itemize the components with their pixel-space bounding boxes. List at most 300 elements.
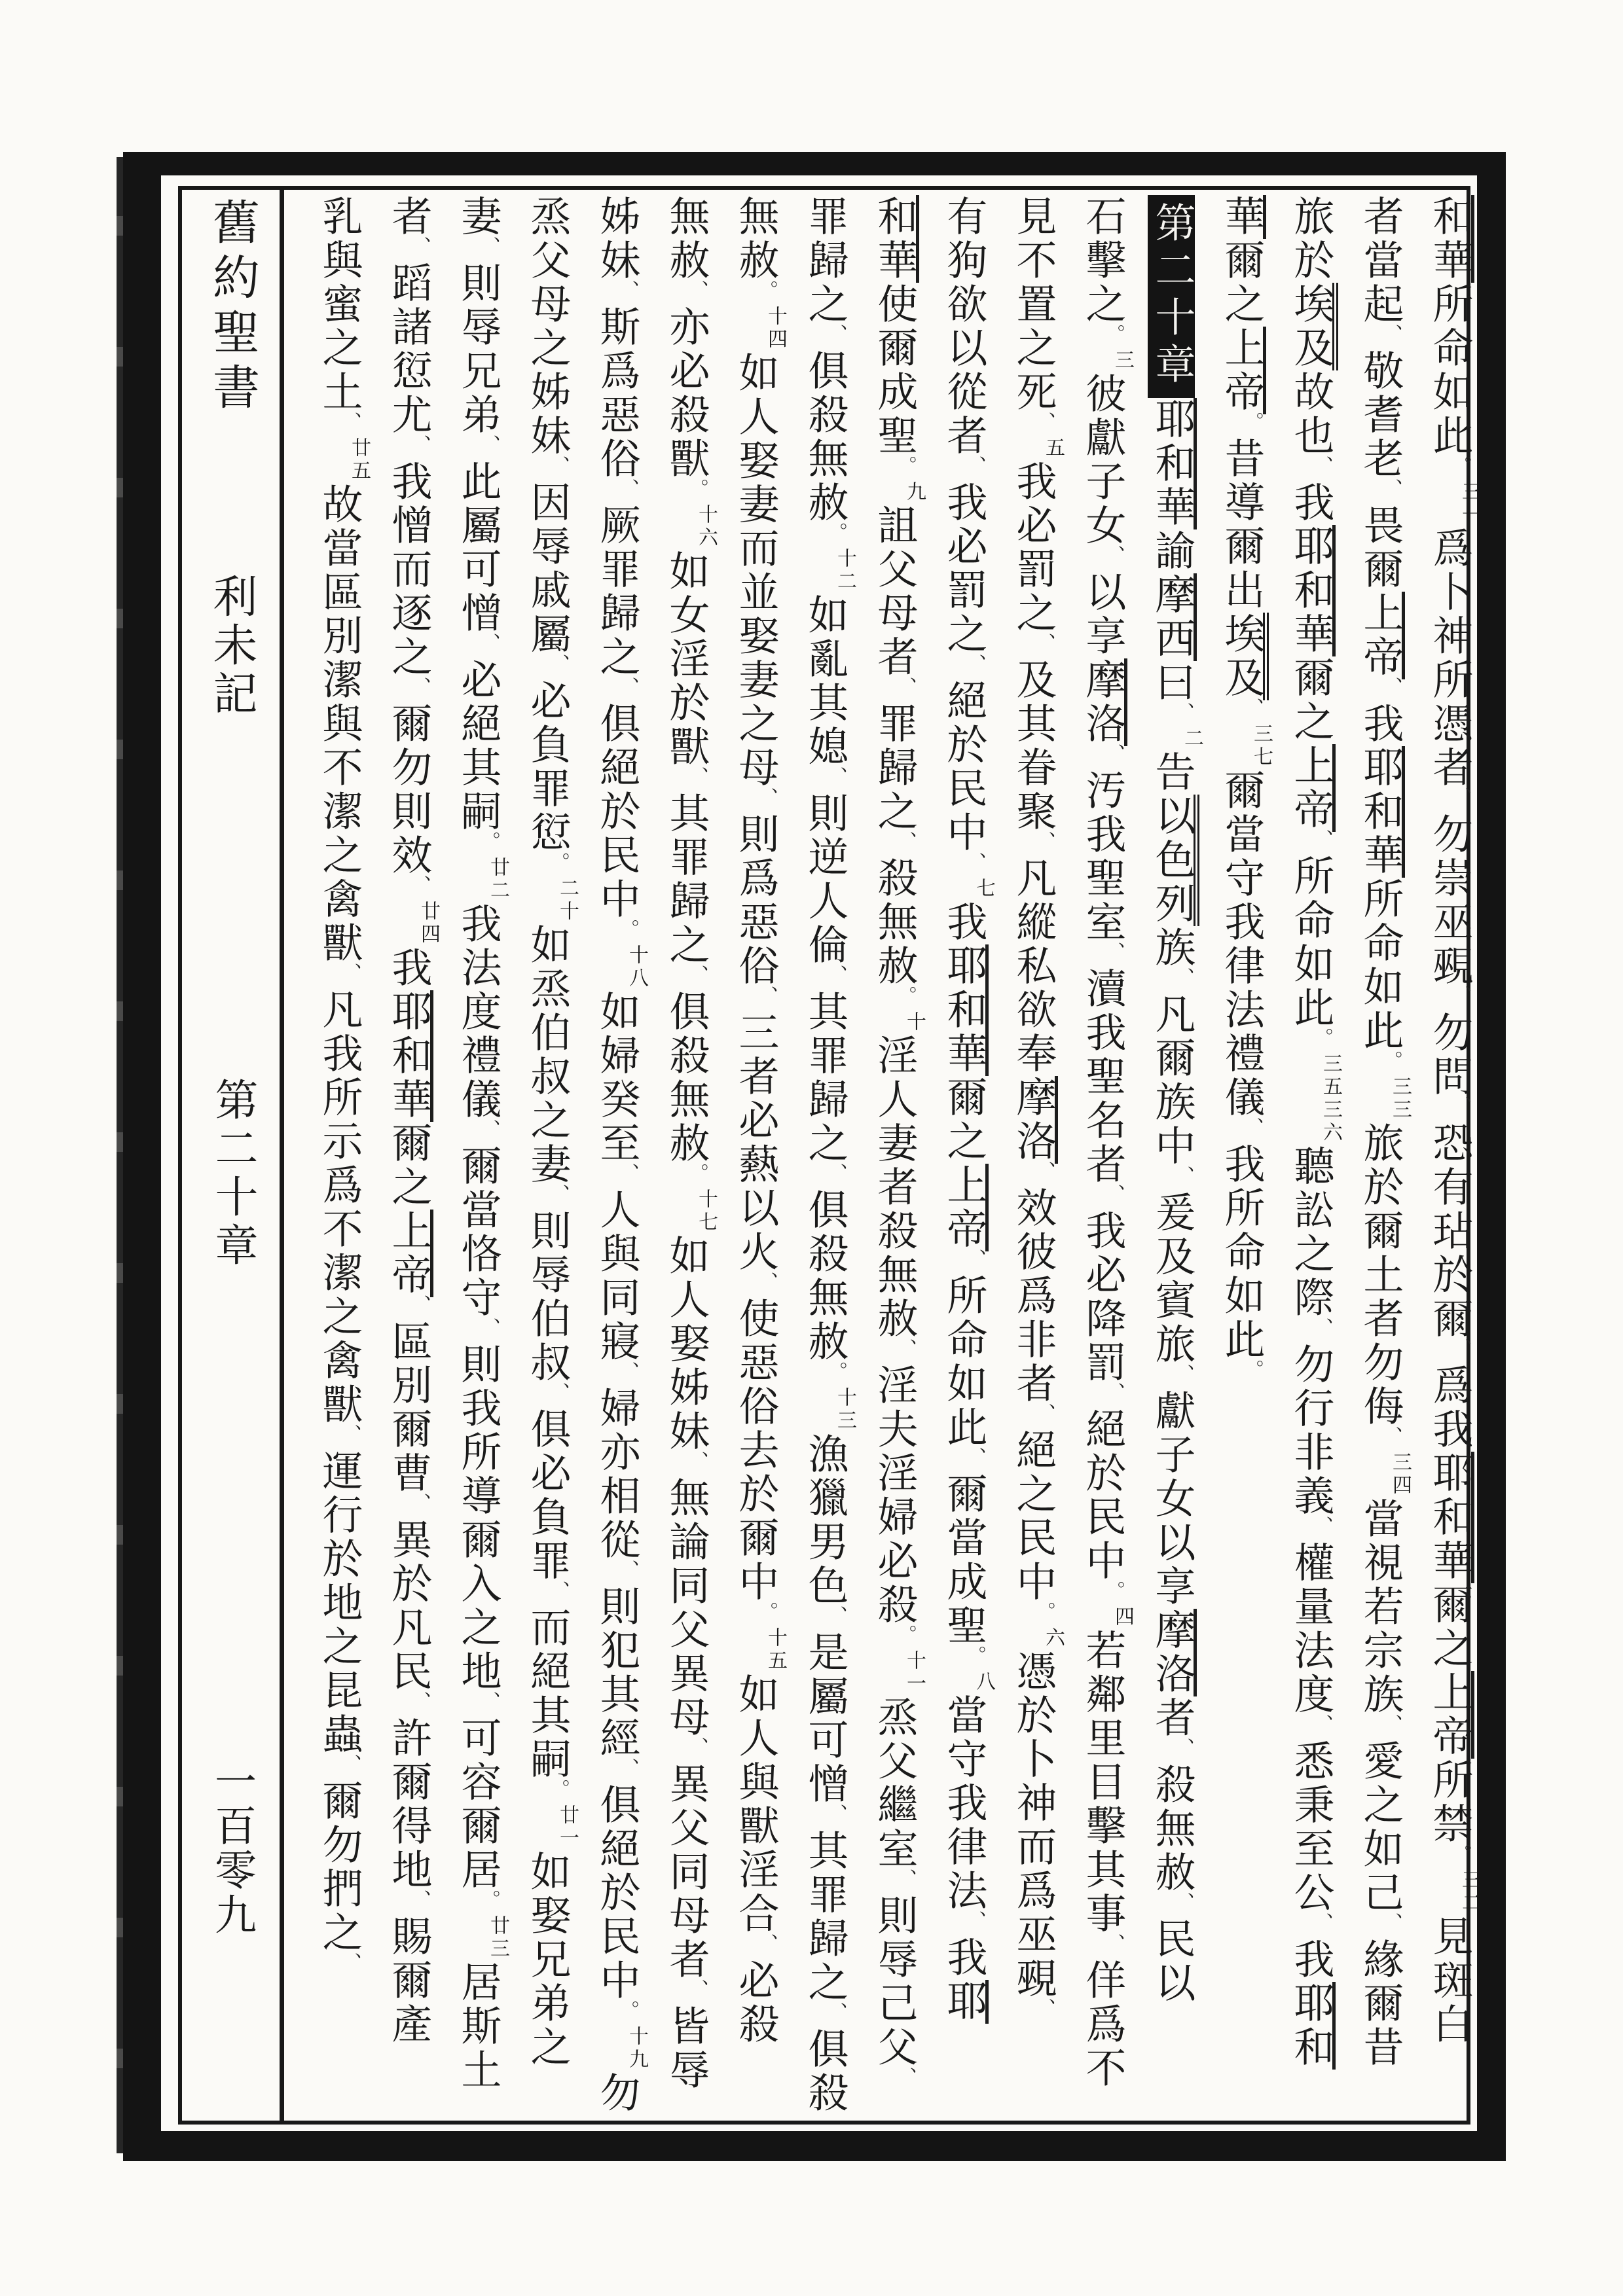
text-run: 無論同父異母 — [663, 1477, 708, 1740]
verse-number: 十八 — [626, 944, 647, 990]
punctuation-mark: 。 — [478, 831, 500, 854]
punctuation-mark: 、 — [339, 1424, 361, 1447]
punctuation-mark: 。 — [547, 852, 569, 875]
text-run: 必絕其嗣 — [455, 658, 500, 834]
punctuation-mark: 。 — [686, 478, 708, 501]
proper-name: 華 — [1218, 195, 1266, 239]
text-run: 所命如此 — [1288, 855, 1332, 1030]
verse-number: 二 — [1181, 728, 1203, 751]
verse-number: 廿一 — [556, 1804, 578, 1850]
punctuation-mark: 、 — [825, 965, 847, 988]
punctuation-mark: 、 — [756, 986, 777, 1009]
text-run: 居斯土 — [455, 1961, 500, 2092]
punctuation-mark: 、 — [478, 1318, 500, 1340]
text-run: 勿行非義 — [1288, 1343, 1332, 1518]
text-run: 如亂其媳 — [802, 594, 847, 769]
text-run: 我必降罰 — [1080, 1210, 1124, 1385]
punctuation-mark: 、 — [686, 766, 708, 789]
text-run: 亦必殺獸 — [663, 306, 708, 481]
punctuation-mark: 、 — [1241, 1117, 1263, 1140]
text-run: 勿問 — [1427, 1011, 1471, 1099]
text-run: 佯爲不 — [1080, 1959, 1124, 2090]
text-run: 所命如此 — [1357, 878, 1402, 1053]
text-run: 俱絕於民中 — [594, 1784, 638, 2003]
text-run: 所禁 — [1427, 1759, 1471, 1846]
verse-number: 十四 — [765, 306, 786, 351]
text-run: 必負罪愆 — [524, 679, 569, 855]
punctuation-mark: 、 — [1450, 1338, 1471, 1361]
punctuation-mark: 。 — [478, 1890, 500, 1912]
text-run: 可容爾居 — [455, 1717, 500, 1892]
text-column — [663, 195, 717, 2119]
text-column — [386, 195, 439, 2119]
punctuation-mark: 。 — [547, 1779, 569, 1802]
text-run: 其罪歸之 — [802, 990, 847, 1166]
verse-number: 七 — [973, 878, 994, 901]
punctuation-mark: 、 — [547, 1184, 569, 1207]
text-run: 而絕其嗣 — [524, 1606, 569, 1782]
verse-number: 八 — [973, 1671, 994, 1694]
text-run: 我法度禮儀 — [455, 903, 500, 1122]
verse-number: 十六 — [695, 504, 717, 550]
verse-number: 三一 — [1459, 481, 1480, 527]
text-run: 故也 — [1288, 370, 1332, 458]
proper-name: 摩洛 — [1080, 658, 1127, 746]
text-run: 爾當守我律法禮儀 — [1218, 769, 1263, 1120]
text-column — [316, 195, 370, 2119]
text-run: 旅於 — [1288, 195, 1332, 283]
punctuation-mark: 、 — [1172, 1364, 1194, 1387]
verse-number: 廿三 — [487, 1915, 509, 1961]
text-run: 是屬可憎 — [802, 1631, 847, 1806]
verse-number: 三二 — [1459, 1869, 1480, 1915]
proper-name: 摩洛 — [1149, 1609, 1197, 1696]
punctuation-mark: 。 — [894, 986, 916, 1009]
text-run: 如婦癸至 — [594, 990, 638, 1166]
punctuation-mark: 、 — [756, 787, 777, 810]
text-run: 淫人妻者殺無赦 — [871, 1034, 916, 1341]
text-run: 人與同寢 — [594, 1189, 638, 1364]
place-name: 埃及 — [1218, 613, 1269, 700]
punctuation-mark: 、 — [825, 324, 847, 347]
text-column — [1010, 195, 1064, 2119]
verse-number: 廿五 — [348, 437, 370, 483]
text-run: 效彼爲非者 — [1010, 1187, 1055, 1406]
punctuation-mark: 、 — [894, 831, 916, 854]
punctuation-mark: 、 — [547, 1581, 569, 1604]
punctuation-mark: 、 — [617, 280, 638, 303]
text-column — [1288, 195, 1341, 2119]
verse-number: 三七 — [1250, 723, 1272, 769]
text-run: 故當區別潔與不潔之禽獸 — [316, 483, 361, 965]
text-run: 族 — [1149, 926, 1194, 970]
punctuation-mark: 、 — [825, 766, 847, 789]
punctuation-mark: 。 — [1241, 412, 1263, 435]
punctuation-mark: 。 — [756, 280, 777, 303]
text-run: 爾之 — [386, 1122, 430, 1210]
proper-name: 上帝 — [1288, 744, 1336, 832]
punctuation-mark: 。 — [964, 1645, 985, 1668]
proper-name: 耶和華 — [1288, 525, 1336, 656]
text-column — [1080, 195, 1133, 2119]
punctuation-mark: 。 — [756, 1602, 777, 1624]
text-run: 我 — [386, 946, 430, 990]
text-column — [1427, 195, 1480, 2119]
verse-number: 六 — [1042, 1627, 1064, 1650]
margin-divider-rule — [280, 190, 284, 2121]
punctuation-mark: 、 — [1172, 1738, 1194, 1761]
text-run: 漁獵男色 — [802, 1433, 847, 1608]
text-column — [1218, 195, 1272, 2119]
text-run: 俱絕於民中 — [594, 702, 638, 922]
text-run: 殺無赦 — [871, 857, 916, 988]
text-block — [288, 195, 1480, 2119]
punctuation-mark: 。 — [1450, 456, 1471, 478]
punctuation-mark: 、 — [1033, 633, 1055, 656]
verse-number: 十九 — [626, 2026, 647, 2072]
proper-name: 和華 — [871, 195, 919, 283]
punctuation-mark: 、 — [1103, 744, 1124, 766]
punctuation-mark: 、 — [894, 1338, 916, 1361]
proper-name: 上帝 — [941, 1164, 989, 1251]
punctuation-mark: 、 — [1380, 324, 1402, 347]
verse-number: 九 — [903, 481, 925, 504]
text-run: 蹈諸愆尤 — [386, 262, 430, 437]
text-run: 恐有玷於爾 — [1427, 1122, 1471, 1341]
text-run: 我憎而逐之 — [386, 460, 430, 679]
text-run: 烝父繼室 — [871, 1696, 916, 1871]
text-column — [733, 195, 786, 2119]
verse-number: 十五 — [765, 1627, 786, 1673]
text-run: 我 — [1288, 1938, 1332, 1982]
proper-name: 耶 — [941, 1980, 989, 2024]
verse-number: 五 — [1042, 437, 1064, 460]
punctuation-mark: 、 — [964, 654, 985, 677]
text-run: 畏爾 — [1357, 504, 1402, 592]
text-run: 者 — [386, 195, 430, 239]
place-name: 埃及 — [1288, 283, 1338, 370]
proper-name: 耶和華 — [1149, 398, 1197, 529]
text-run: 諭 — [1149, 529, 1194, 573]
punctuation-mark: 、 — [1311, 1714, 1332, 1737]
punctuation-mark: 、 — [686, 1451, 708, 1474]
text-run: 異於凡民 — [386, 1518, 430, 1694]
text-run: 必殺 — [733, 1959, 777, 2047]
text-run: 則爲惡俗 — [733, 813, 777, 988]
verse-number: 四 — [1112, 1606, 1133, 1629]
punctuation-mark: 。 — [617, 2000, 638, 2023]
text-run: 我 — [941, 901, 985, 944]
punctuation-mark: 、 — [409, 677, 430, 700]
text-run: 許爾得地 — [386, 1717, 430, 1892]
chapter-heading-label: 第二十章 — [1148, 195, 1195, 398]
text-run: 瀆我聖名者 — [1080, 967, 1124, 1187]
punctuation-mark: 、 — [894, 677, 916, 700]
book-title: 舊約聖書 — [206, 198, 258, 418]
text-run: 爾之 — [941, 1076, 985, 1164]
punctuation-mark: 、 — [547, 456, 569, 478]
place-name: 以色列 — [1149, 795, 1199, 926]
punctuation-mark: 、 — [409, 435, 430, 457]
punctuation-mark: 、 — [409, 1691, 430, 1714]
text-run: 當視若宗族 — [1357, 1498, 1402, 1717]
punctuation-mark: 、 — [1103, 1382, 1124, 1405]
verse-number: 十二 — [834, 548, 856, 594]
punctuation-mark: 、 — [1103, 545, 1124, 568]
verse-number: 十一 — [903, 1650, 925, 1696]
text-run: 絕於民中 — [941, 679, 985, 855]
punctuation-mark: 。 — [894, 1624, 916, 1647]
text-run: 俱必負罪 — [524, 1408, 569, 1583]
punctuation-mark: 、 — [617, 1163, 638, 1186]
punctuation-mark: 、 — [1311, 1516, 1332, 1539]
punctuation-mark: 、 — [1311, 1912, 1332, 1935]
text-run: 則辱伯叔 — [524, 1210, 569, 1385]
text-run: 則犯其經 — [594, 1585, 638, 1761]
text-run: 石擊之 — [1080, 195, 1124, 327]
punctuation-mark: 、 — [686, 1737, 708, 1760]
text-run: 俱殺無赦 — [802, 1189, 847, 1364]
text-run: 所命如此 — [1427, 283, 1471, 458]
text-run: 昔導爾出 — [1218, 437, 1263, 613]
proper-name: 耶和華 — [1357, 746, 1405, 878]
punctuation-mark: 、 — [409, 1890, 430, 1912]
text-run: 區別爾曹 — [386, 1320, 430, 1496]
punctuation-mark: 、 — [686, 280, 708, 303]
punctuation-mark: 、 — [825, 1605, 847, 1628]
verse-number: 十三 — [834, 1387, 856, 1433]
text-run: 若鄰里目擊其事 — [1080, 1629, 1124, 1936]
punctuation-mark: 、 — [617, 1361, 638, 1384]
verse-number: 廿四 — [418, 901, 439, 946]
punctuation-mark: 、 — [409, 236, 430, 259]
text-run: 爰及賓旅 — [1149, 1191, 1194, 1367]
text-run: 妻 — [455, 195, 500, 239]
text-run: 曰 — [1149, 661, 1194, 705]
text-column — [1357, 195, 1411, 2119]
punctuation-mark: 、 — [478, 435, 500, 457]
text-run: 如娶兄弟之 — [524, 1850, 569, 2070]
text-run: 則我所導爾入之地 — [455, 1343, 500, 1694]
text-run: 民以 — [1149, 1918, 1194, 2005]
text-run: 爾之 — [1288, 656, 1332, 744]
punctuation-mark: 、 — [617, 677, 638, 700]
verse-number: 三 — [1112, 350, 1133, 372]
punctuation-mark: 。 — [894, 456, 916, 478]
text-run: 有狗欲以從者 — [941, 195, 985, 458]
text-run: 愛之如己 — [1357, 1740, 1402, 1915]
punctuation-mark: 、 — [894, 1869, 916, 1892]
page-number: 一百零九 — [209, 1759, 255, 1937]
text-run: 我 — [941, 1936, 985, 1980]
text-run: 爾之 — [1218, 239, 1263, 327]
text-run: 乳與蜜之土 — [316, 195, 361, 414]
text-run: 淫夫淫婦必殺 — [871, 1364, 916, 1627]
punctuation-mark: 。 — [686, 1163, 708, 1186]
punctuation-mark: 、 — [1033, 831, 1055, 854]
text-run: 使爾成聖 — [871, 283, 916, 458]
punctuation-mark: 、 — [964, 1447, 985, 1470]
punctuation-mark: 。 — [825, 1361, 847, 1384]
text-run: 爾之 — [1427, 1583, 1471, 1671]
text-column — [802, 195, 856, 2119]
punctuation-mark: 、 — [409, 875, 430, 898]
punctuation-mark: 、 — [1172, 1892, 1194, 1915]
text-run: 告 — [1149, 751, 1194, 795]
text-run: 凡爾族中 — [1149, 993, 1194, 1168]
text-run: 我所命如此 — [1218, 1143, 1263, 1362]
text-run: 緣爾昔 — [1357, 1938, 1402, 2070]
verse-number: 廿二 — [487, 857, 509, 903]
text-run: 我 — [1357, 702, 1402, 746]
punctuation-mark: 、 — [478, 633, 500, 656]
text-run: 絕之民中 — [1010, 1429, 1055, 1604]
text-column — [871, 195, 925, 2119]
punctuation-mark: 、 — [1103, 1184, 1124, 1207]
proper-name: 上帝 — [1427, 1671, 1474, 1759]
text-column — [1149, 195, 1203, 2119]
punctuation-mark: 、 — [686, 965, 708, 988]
punctuation-mark: 、 — [547, 1382, 569, 1405]
punctuation-mark: 、 — [339, 963, 361, 986]
punctuation-mark: 、 — [1311, 1318, 1332, 1340]
text-run: 如人娶姊妹 — [663, 1234, 708, 1454]
text-run: 罪歸之 — [871, 702, 916, 834]
text-run: 詛父母者 — [871, 504, 916, 679]
punctuation-mark: 。 — [1033, 1602, 1055, 1624]
punctuation-mark: 、 — [1172, 702, 1194, 725]
punctuation-mark: 、 — [686, 1979, 708, 2002]
punctuation-mark: 、 — [756, 1272, 777, 1295]
text-run: 則辱己父 — [871, 1894, 916, 2070]
punctuation-mark: 、 — [825, 1163, 847, 1186]
text-column — [941, 195, 994, 2119]
text-run: 如女淫於獸 — [663, 550, 708, 769]
punctuation-mark: 、 — [1172, 967, 1194, 990]
chapter-title: 第二十章 — [208, 1077, 256, 1271]
punctuation-mark: 、 — [409, 1295, 430, 1318]
text-run: 凡我所示爲不潔之禽獸 — [316, 988, 361, 1427]
punctuation-mark: 、 — [964, 456, 985, 478]
punctuation-mark: 。 — [1103, 1581, 1124, 1604]
text-run: 以享 — [1080, 571, 1124, 658]
text-run: 此屬可憎 — [455, 460, 500, 636]
punctuation-mark: 、 — [339, 1754, 361, 1777]
text-run: 權量法度 — [1288, 1541, 1332, 1717]
text-run: 憑於卜神而爲巫覡 — [1010, 1650, 1055, 2001]
punctuation-mark: 、 — [1033, 1403, 1055, 1426]
punctuation-mark: 、 — [478, 236, 500, 259]
text-run: 爾當恪守 — [455, 1145, 500, 1320]
text-run: 使惡俗去於爾中 — [733, 1297, 777, 1604]
punctuation-mark: 、 — [1380, 1426, 1402, 1449]
text-run: 悉秉至公 — [1288, 1740, 1332, 1915]
text-run: 及其眷聚 — [1010, 658, 1055, 834]
text-run: 見不置之死 — [1010, 195, 1055, 414]
proper-name: 摩洛 — [1010, 1076, 1058, 1164]
punctuation-mark: 。 — [617, 919, 638, 942]
proper-name: 上帝 — [1218, 327, 1266, 414]
text-run: 彼獻子女 — [1080, 372, 1124, 548]
text-run: 烝父母之姊妹 — [524, 195, 569, 458]
text-run: 無赦 — [663, 195, 708, 283]
text-run: 當守我律法 — [941, 1694, 985, 1913]
text-run: 則辱兄弟 — [455, 262, 500, 437]
punctuation-mark: 。 — [1311, 1028, 1332, 1050]
punctuation-mark: 、 — [1103, 1933, 1124, 1956]
punctuation-mark: 、 — [1241, 698, 1263, 721]
text-run: 其罪歸之 — [802, 1829, 847, 2005]
punctuation-mark: 、 — [825, 2002, 847, 2025]
text-run: 賜爾產 — [386, 1915, 430, 2047]
punctuation-mark: 、 — [964, 852, 985, 875]
text-run: 如人娶妻而並娶妻之母 — [733, 351, 777, 790]
text-run: 如人與獸淫合 — [733, 1673, 777, 1936]
proper-name: 上帝 — [386, 1210, 433, 1297]
punctuation-mark: 、 — [1311, 829, 1332, 852]
punctuation-mark: 。 — [1450, 1844, 1471, 1867]
text-run: 俱殺 — [802, 2028, 847, 2115]
text-run: 皆辱 — [663, 2005, 708, 2092]
proper-name: 摩西 — [1149, 573, 1197, 661]
text-run: 我必罰之 — [1010, 460, 1055, 636]
text-run: 我必罰之 — [941, 481, 985, 656]
text-run: 敬耆老 — [1357, 350, 1402, 481]
text-run: 我 — [1288, 481, 1332, 525]
proper-name: 耶和華 — [1427, 1452, 1474, 1583]
punctuation-mark: 、 — [964, 1249, 985, 1272]
verse-number: 十七 — [695, 1189, 717, 1234]
text-column — [524, 195, 578, 2119]
punctuation-mark: 、 — [339, 1952, 361, 1975]
text-run: 三者必爇以火 — [733, 1011, 777, 1274]
text-run: 厥罪歸之 — [594, 504, 638, 679]
text-run: 者 — [1149, 1696, 1194, 1740]
verse-number: 三五三六 — [1320, 1053, 1341, 1145]
punctuation-mark: 、 — [478, 1119, 500, 1142]
text-run: 異父同母者 — [663, 1763, 708, 1982]
punctuation-mark: 、 — [339, 412, 361, 435]
punctuation-mark: 、 — [1380, 478, 1402, 501]
text-run: 婦亦相從 — [594, 1387, 638, 1562]
punctuation-mark: 、 — [547, 654, 569, 677]
text-run: 爾勿則效 — [386, 702, 430, 878]
text-run: 罪歸之 — [802, 195, 847, 327]
text-run: 運行於地之昆蟲 — [316, 1450, 361, 1757]
punctuation-mark: 、 — [964, 1910, 985, 1933]
punctuation-mark: 。 — [825, 522, 847, 545]
verse-number: 二十 — [556, 878, 578, 924]
text-run: 絕於民中 — [1080, 1408, 1124, 1583]
text-run: 其罪歸之 — [663, 792, 708, 967]
punctuation-mark: 、 — [825, 1804, 847, 1827]
verse-number: 三三 — [1389, 1076, 1411, 1122]
text-column — [594, 195, 647, 2119]
punctuation-mark: 、 — [617, 1560, 638, 1583]
proper-name: 耶和華 — [386, 990, 433, 1122]
verse-number: 十 — [903, 1011, 925, 1034]
punctuation-mark: 、 — [1103, 942, 1124, 965]
verse-number: 三四 — [1389, 1452, 1411, 1498]
text-run: 則逆人倫 — [802, 792, 847, 967]
punctuation-mark: 。 — [1103, 324, 1124, 347]
punctuation-mark: 、 — [1380, 677, 1402, 700]
punctuation-mark: 、 — [1033, 1998, 1055, 2021]
text-run: 爲我 — [1427, 1364, 1471, 1452]
text-run: 無赦 — [733, 195, 777, 283]
book-name: 利未記 — [207, 573, 257, 719]
text-run: 俱殺無赦 — [663, 990, 708, 1166]
